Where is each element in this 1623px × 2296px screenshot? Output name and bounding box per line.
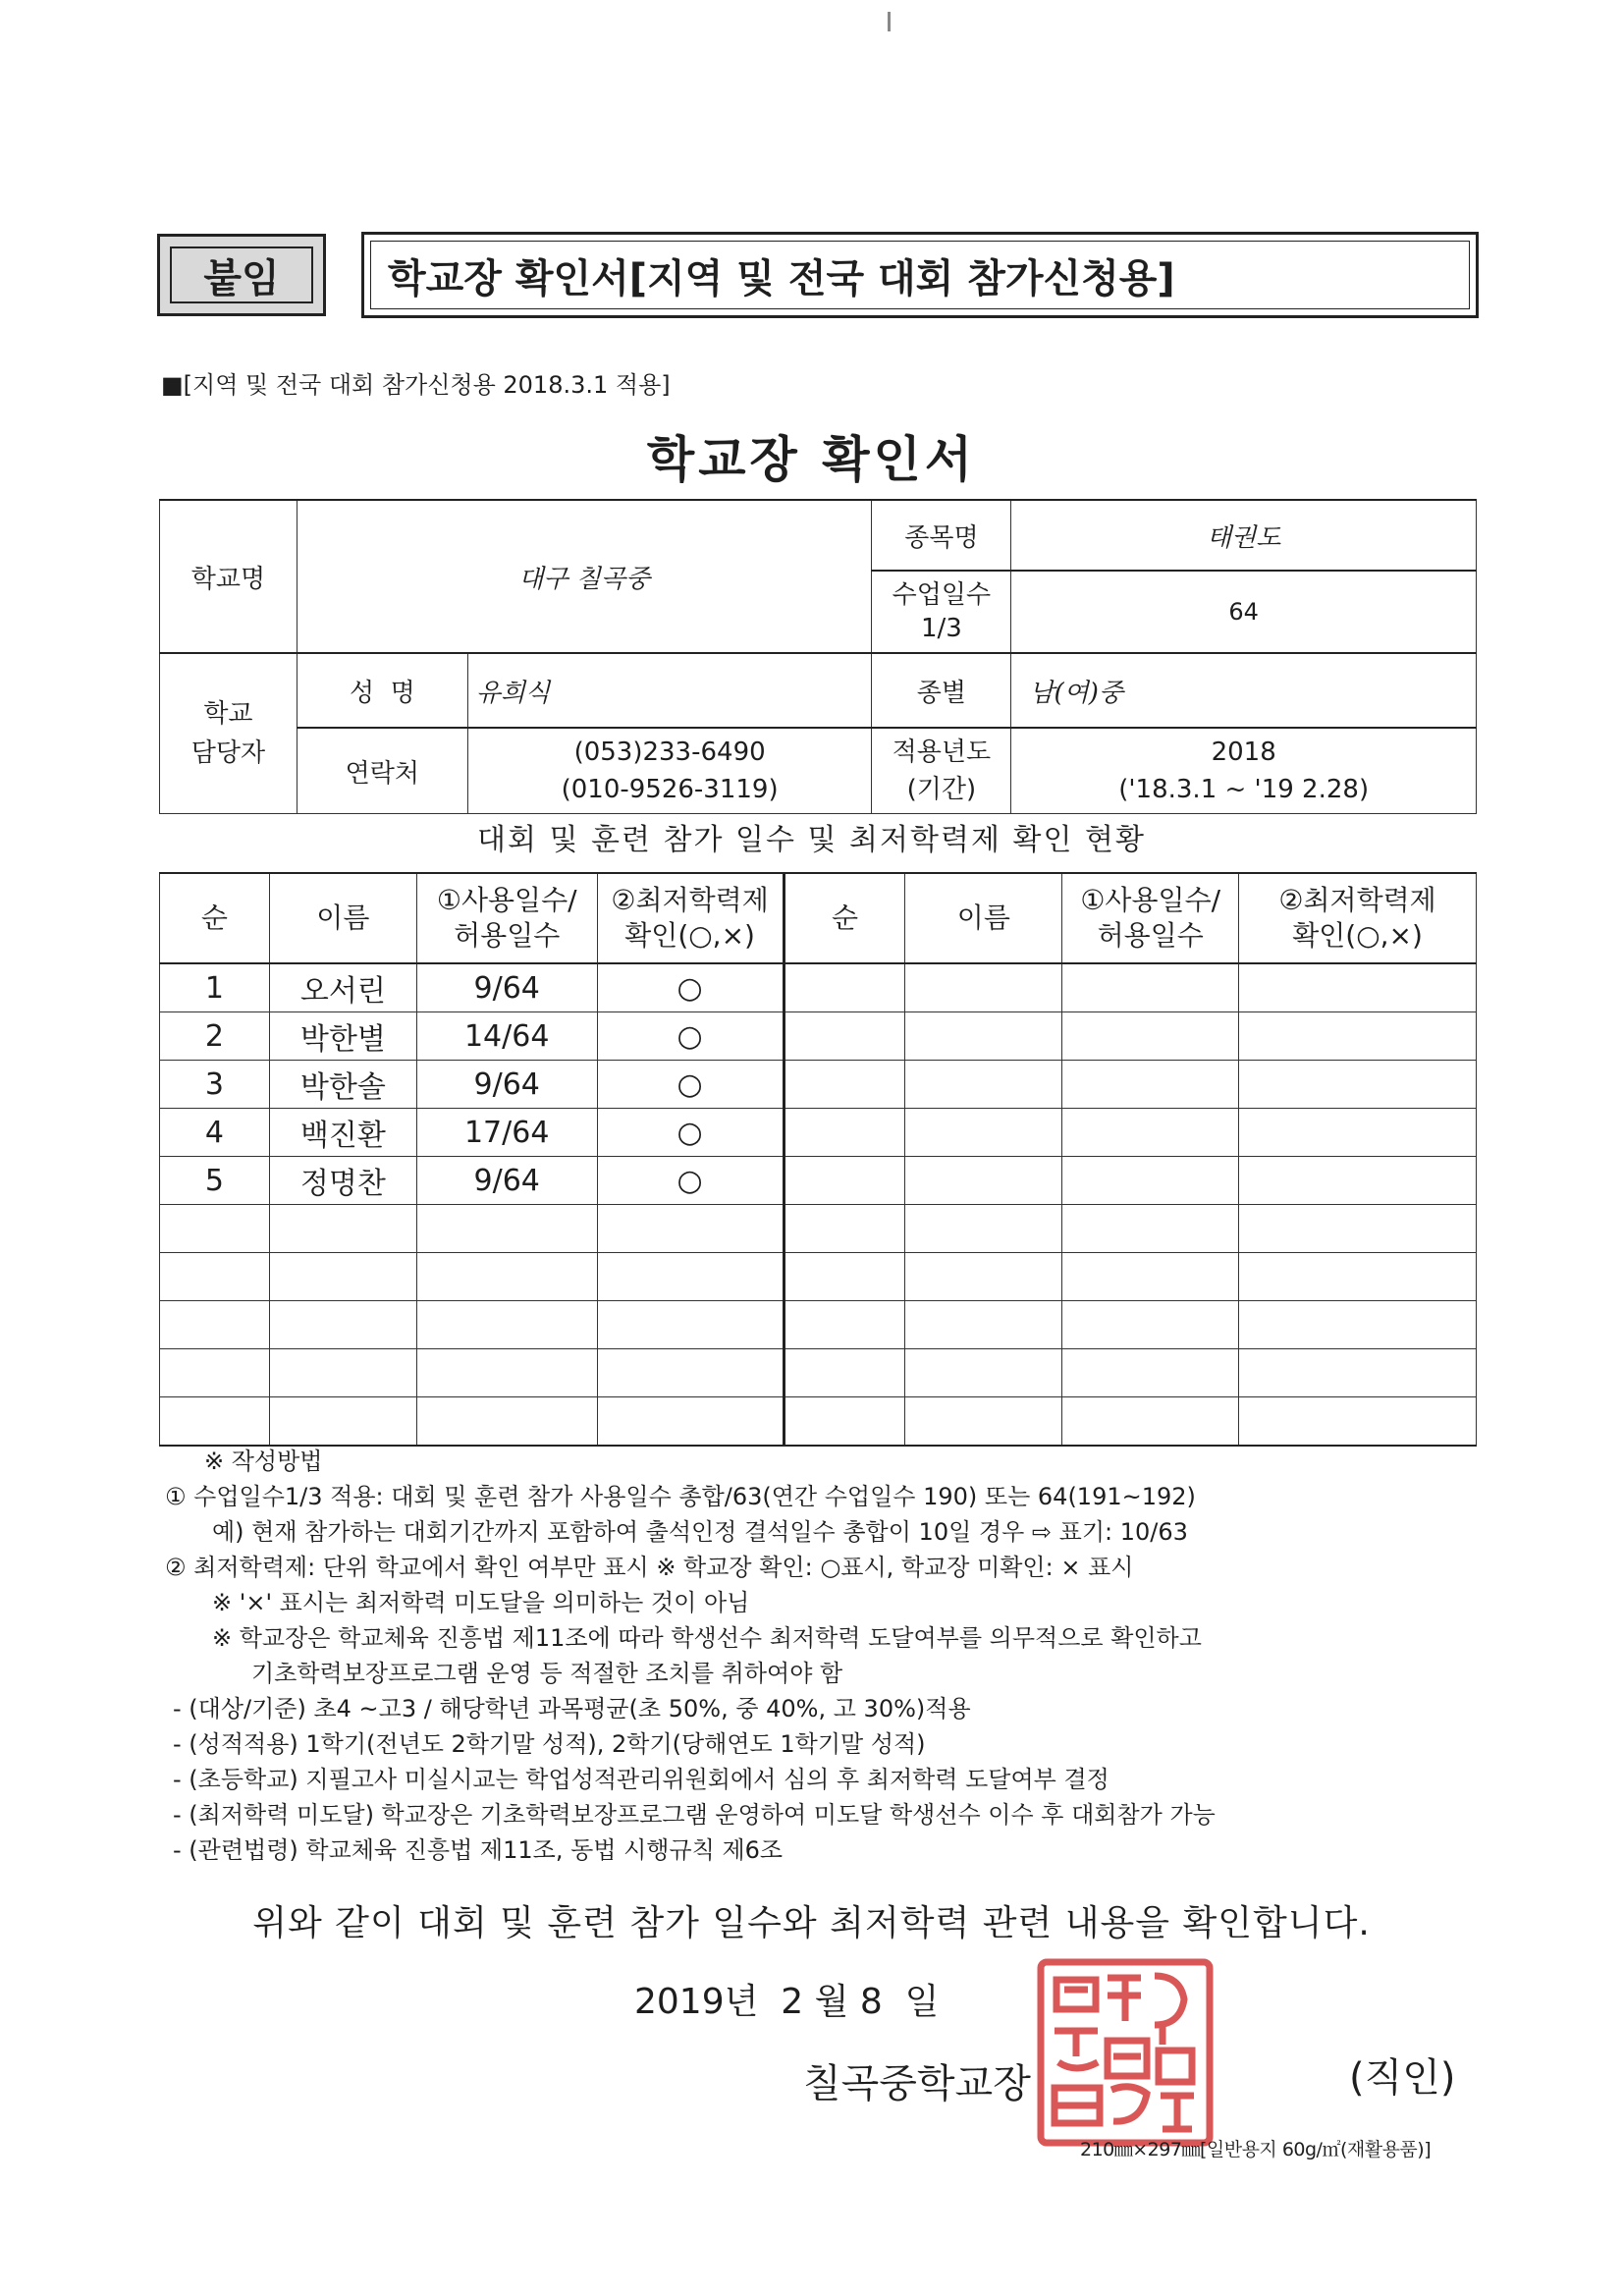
sport-value: 태권도 <box>1011 500 1477 571</box>
cell-no: 4 <box>160 1109 270 1157</box>
empty-cell <box>597 1301 784 1349</box>
empty-cell <box>416 1253 597 1301</box>
col-header-name: 이름 <box>269 873 416 963</box>
col-header-days-2: ①사용일수/ 허용일수 <box>1062 873 1239 963</box>
empty-cell <box>416 1301 597 1349</box>
form-note: ■[지역 및 전국 대회 참가신청용 2018.3.1 적용] <box>161 371 671 399</box>
empty-cell <box>1239 1253 1477 1301</box>
cell-check: ○ <box>597 1109 784 1157</box>
table-row <box>160 1061 1477 1109</box>
apply-year-value <box>1011 728 1477 814</box>
empty-cell <box>597 1253 784 1301</box>
table-row <box>160 1253 1477 1301</box>
empty-cell <box>1062 1397 1239 1447</box>
empty-cell <box>1062 1157 1239 1205</box>
empty-cell <box>1062 1109 1239 1157</box>
empty-cell <box>1062 1012 1239 1061</box>
empty-cell <box>1239 963 1477 1012</box>
school-days-label: 수업일수 1/3 <box>872 571 1011 653</box>
cell-days: 9/64 <box>416 1061 597 1109</box>
school-name-value: 대구 칠곡중 <box>297 500 872 653</box>
note-dash-5: - (관련법령) 학교체육 진흥법 제11조, 동법 시행규칙 제6조 <box>173 1836 784 1864</box>
cell-days: 9/64 <box>416 963 597 1012</box>
sport-label: 종목명 <box>872 500 1011 571</box>
empty-cell <box>1062 1349 1239 1397</box>
cell-name: 박한솔 <box>269 1061 416 1109</box>
empty-cell <box>1239 1157 1477 1205</box>
empty-cell <box>1062 1253 1239 1301</box>
empty-cell <box>597 1397 784 1447</box>
empty-cell <box>269 1301 416 1349</box>
table-row <box>160 1397 1477 1447</box>
note-dash-2: - (성적적용) 1학기(전년도 2학기말 성적), 2학기(당해연도 1학기말 성적) <box>173 1730 926 1758</box>
cell-name: 정명찬 <box>269 1157 416 1205</box>
empty-cell <box>905 1012 1062 1061</box>
cell-name: 오서린 <box>269 963 416 1012</box>
empty-cell <box>784 1109 905 1157</box>
empty-cell <box>269 1253 416 1301</box>
empty-cell <box>160 1349 270 1397</box>
cell-name: 박한별 <box>269 1012 416 1061</box>
empty-cell <box>416 1397 597 1447</box>
empty-cell <box>784 963 905 1012</box>
empty-cell <box>1239 1301 1477 1349</box>
empty-cell <box>784 1157 905 1205</box>
table-row <box>160 1109 1477 1157</box>
cell-days: 17/64 <box>416 1109 597 1157</box>
table-row <box>160 963 1477 1012</box>
note-dash-3: - (초등학교) 지필고사 미실시교는 학업성적관리위원회에서 심의 후 최저학력 도달여부 결정 <box>173 1766 1109 1793</box>
cell-check: ○ <box>597 1157 784 1205</box>
empty-cell <box>1239 1012 1477 1061</box>
mobile: (010-9526-3119) <box>561 775 779 804</box>
status-title: 대회 및 훈련 참가 일수 및 최저학력제 확인 현황 <box>477 823 1146 857</box>
empty-cell <box>416 1349 597 1397</box>
empty-cell <box>269 1205 416 1253</box>
contact-person-label: 학교 담당자 <box>160 653 298 814</box>
empty-cell <box>1239 1061 1477 1109</box>
name-label: 성 명 <box>297 653 467 728</box>
col-header-no: 순 <box>160 873 270 963</box>
empty-cell <box>905 1397 1062 1447</box>
empty-cell <box>905 963 1062 1012</box>
official-seal-image <box>1035 1956 1216 2149</box>
note-dash-1: - (대상/기준) 초4 ~고3 / 해당학년 과목평균(초 50%, 중 40%, 고 30%)적용 <box>173 1695 971 1722</box>
table-row <box>160 1205 1477 1253</box>
empty-cell <box>905 1349 1062 1397</box>
note-3: ※ '×' 표시는 최저학력 미도달을 의미하는 것이 아님 <box>212 1589 750 1616</box>
empty-cell <box>1239 1349 1477 1397</box>
contact-label: 연락처 <box>297 728 467 814</box>
empty-cell <box>1062 1205 1239 1253</box>
cell-no: 5 <box>160 1157 270 1205</box>
empty-cell <box>905 1301 1062 1349</box>
attachment-label: 붙임 <box>157 234 326 316</box>
apply-year-label: 적용년도 (기간) <box>872 728 1011 814</box>
empty-cell <box>160 1301 270 1349</box>
info-table <box>159 499 1477 814</box>
empty-cell <box>905 1205 1062 1253</box>
note-2: ② 최저학력제: 단위 학교에서 확인 여부만 표시 ※ 학교장 확인: ○표시, 학교장 미확인: × 표시 <box>165 1554 1134 1581</box>
col-header-check-2: ②최저학력제 확인(○,×) <box>1239 873 1477 963</box>
empty-cell <box>784 1205 905 1253</box>
empty-cell <box>597 1349 784 1397</box>
school-days-value: 64 <box>1011 571 1477 653</box>
empty-cell <box>905 1157 1062 1205</box>
col-header-no-2: 순 <box>784 873 905 963</box>
empty-cell <box>905 1109 1062 1157</box>
empty-cell <box>160 1397 270 1447</box>
empty-cell <box>905 1253 1062 1301</box>
cell-days: 14/64 <box>416 1012 597 1061</box>
empty-cell <box>597 1205 784 1253</box>
col-header-check: ②최저학력제 확인(○,×) <box>597 873 784 963</box>
phone: (053)233-6490 <box>573 738 766 767</box>
empty-cell <box>1239 1397 1477 1447</box>
note-4a: ※ 학교장은 학교체육 진흥법 제11조에 따라 학생선수 최저학력 도달여부를 의무적으로 확인하고 <box>212 1624 1202 1652</box>
name-value: 유희식 <box>467 653 872 728</box>
apply-year: 2018 <box>1211 738 1276 767</box>
category-value: 남(여)중 <box>1011 653 1477 728</box>
empty-cell <box>784 1349 905 1397</box>
writing-instructions <box>165 1444 1481 1868</box>
empty-cell <box>1239 1205 1477 1253</box>
issue-date: 2019년 2 월 8 일 <box>634 1982 940 2022</box>
empty-cell <box>160 1205 270 1253</box>
notes-heading: ※ 작성방법 <box>204 1448 323 1475</box>
empty-cell <box>1062 1061 1239 1109</box>
cell-check: ○ <box>597 1012 784 1061</box>
scan-mark <box>888 12 891 31</box>
table-row <box>160 1349 1477 1397</box>
table-row <box>160 1157 1477 1205</box>
empty-cell <box>784 1301 905 1349</box>
category-label: 종별 <box>872 653 1011 728</box>
confirmation-statement: 위와 같이 대회 및 훈련 참가 일수와 최저학력 관련 내용을 확인합니다. <box>252 1903 1371 1943</box>
cell-no: 2 <box>160 1012 270 1061</box>
empty-cell <box>784 1061 905 1109</box>
empty-cell <box>269 1397 416 1447</box>
table-row <box>160 1012 1477 1061</box>
cell-days: 9/64 <box>416 1157 597 1205</box>
empty-cell <box>269 1349 416 1397</box>
table-row <box>160 1301 1477 1349</box>
cell-no: 1 <box>160 963 270 1012</box>
cell-no: 3 <box>160 1061 270 1109</box>
contact-value <box>467 728 872 814</box>
empty-cell <box>1239 1109 1477 1157</box>
cell-check: ○ <box>597 1061 784 1109</box>
seal-label: (직인) <box>1349 2055 1456 2101</box>
empty-cell <box>784 1012 905 1061</box>
note-1b: 예) 현재 참가하는 대회기간까지 포함하여 출석인정 결석일수 총합이 10일 경우 ⇨ 표기: 10/63 <box>212 1518 1188 1546</box>
empty-cell <box>1062 1301 1239 1349</box>
empty-cell <box>905 1061 1062 1109</box>
paper-spec: 210㎜×297㎜[일반용지 60g/㎡(재활용품)] <box>1080 2139 1432 2160</box>
principal-title: 칠곡중학교장 <box>803 2061 1031 2106</box>
note-4b: 기초학력보장프로그램 운영 등 적절한 조치를 취하여야 함 <box>251 1660 843 1687</box>
empty-cell <box>416 1205 597 1253</box>
col-header-name-2: 이름 <box>905 873 1062 963</box>
empty-cell <box>784 1397 905 1447</box>
empty-cell <box>1062 963 1239 1012</box>
cell-check: ○ <box>597 963 784 1012</box>
cell-name: 백진환 <box>269 1109 416 1157</box>
note-1a: ① 수업일수1/3 적용: 대회 및 훈련 참가 사용일수 총합/63(연간 수업일수 190) 또는 64(191~192) <box>165 1483 1196 1510</box>
note-dash-4: - (최저학력 미도달) 학교장은 기초학력보장프로그램 운영하여 미도달 학생선수 이수 후 대회참가 가능 <box>173 1801 1216 1829</box>
empty-cell <box>784 1253 905 1301</box>
form-title: 학교장 확인서 <box>646 431 977 488</box>
school-name-label: 학교명 <box>160 500 298 653</box>
col-header-days: ①사용일수/ 허용일수 <box>416 873 597 963</box>
document-title: 학교장 확인서[지역 및 전국 대회 참가신청용] <box>361 232 1479 318</box>
empty-cell <box>160 1253 270 1301</box>
participants-table <box>159 872 1477 1447</box>
apply-period: ('18.3.1 ~ '19 2.28) <box>1118 775 1370 804</box>
